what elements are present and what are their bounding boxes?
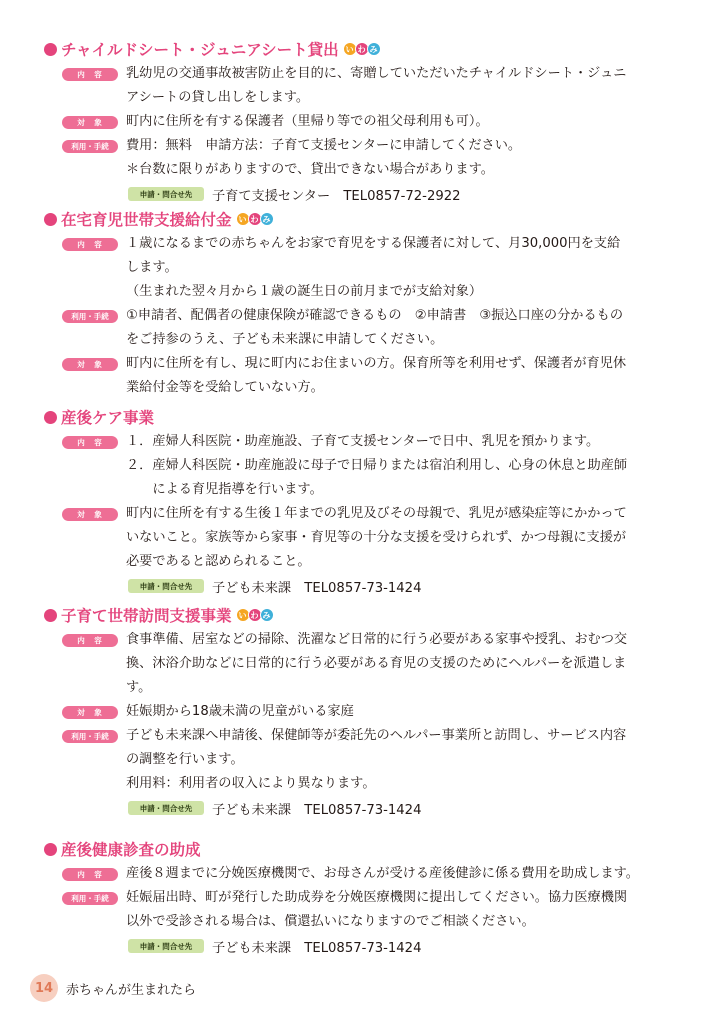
info-row-content [44, 862, 684, 886]
row-text: 妊娠届出時、町が発行した助成券を分娩医療機関に提出してください。協力医療機関 以外で受診される場合は、償還払いになりますのでご相談ください。 [126, 890, 628, 929]
section-child-seat [44, 36, 684, 206]
contact-badge: 申請・問合せ先 [128, 939, 204, 953]
label-badge: 内 容 [62, 238, 118, 251]
page-number: 14 [30, 974, 58, 1002]
bullet-dot-icon [44, 843, 57, 856]
label-badge: 対 象 [62, 116, 118, 129]
info-row-target [44, 352, 684, 400]
contact-badge: 申請・問合せ先 [128, 579, 204, 593]
bullet-dot-icon [44, 43, 57, 56]
info-row-content [44, 430, 684, 502]
section-title-text: 産後健康診査の助成 [61, 841, 201, 859]
contact-row [44, 182, 684, 206]
label-badge: 対 象 [62, 508, 118, 521]
bullet-dot-icon [44, 213, 57, 226]
section-title-text: 在宅育児世帯支援給付金 [61, 211, 232, 229]
section-home-visit-support [44, 602, 684, 820]
section-title [44, 36, 684, 62]
footer-title: 赤ちゃんが生まれたら [66, 982, 197, 998]
label-badge: 内 容 [62, 68, 118, 81]
row-text: 妊娠期から18歳未満の児童がいる家庭 [126, 704, 354, 719]
row-text: 乳幼児の交通事故被害防止を目的に、寄贈していただいたチャイルドシート・ジュニ アシートの貸し出しをします。 [126, 66, 627, 105]
label-badge: 対 象 [62, 358, 118, 371]
label-badge: 利用・手続 [62, 140, 118, 153]
row-text: 費用：無料 申請方法：子育て支援センターに申請してください。 ＊台数に限りがありますので、貸出できない場合があります。 [126, 138, 522, 177]
contact-badge: 申請・問合せ先 [128, 801, 204, 815]
bullet-dot-icon [44, 411, 57, 424]
iwami-logo-icon: い わ み [236, 608, 272, 622]
label-badge: 内 容 [62, 634, 118, 647]
row-text: 町内に住所を有する生後１年までの乳児及びその母親で、乳児が感染症等にかかって いないこと。家族等から家事・育児等の十分な支援を受けられず、かつ母親に支援が 必要であると認められること。 [126, 506, 627, 569]
info-row-content [44, 232, 684, 304]
info-row-content [44, 628, 684, 700]
section-title [44, 836, 684, 862]
label-badge: 内 容 [62, 436, 118, 449]
label-badge: 対 象 [62, 706, 118, 719]
label-badge: 内 容 [62, 868, 118, 881]
info-row-procedure [44, 886, 684, 934]
section-postpartum-checkup [44, 836, 684, 958]
section-title-text: 産後ケア事業 [61, 409, 155, 427]
section-title [44, 404, 684, 430]
contact-text: 子ども未来課 TEL0857-73-1424 [212, 940, 422, 956]
bullet-dot-icon [44, 609, 57, 622]
contact-badge: 申請・問合せ先 [128, 187, 204, 201]
info-row-procedure [44, 134, 684, 182]
info-row-target [44, 700, 684, 724]
row-text: 子ども未来課へ申請後、保健師等が委託先のヘルパー事業所と訪問し、サービス内容 の調整を行います。 利用料：利用者の収入により異なります。 [126, 728, 627, 791]
row-text: 町内に住所を有し、現に町内にお住まいの方。保育所等を利用せず、保護者が育児休 業給付金等を受給していない方。 [126, 356, 627, 395]
contact-text: 子育て支援センター TEL0857-72-2922 [212, 188, 461, 204]
row-text: 町内に住所を有する保護者（里帰り等での祖父母利用も可）。 [126, 114, 489, 129]
row-text: ①申請者、配偶者の健康保険が確認できるもの ②申請書 ③振込口座の分かるもの をご持参のうえ、子ども未来課に申請してください。 [126, 308, 624, 347]
info-row-procedure [44, 304, 684, 352]
info-row-procedure [44, 724, 684, 796]
row-text: 産後８週までに分娩医療機関で、お母さんが受ける産後健診に係る費用を助成します。 [126, 866, 639, 881]
label-badge: 利用・手続 [62, 310, 118, 323]
contact-row [44, 574, 684, 598]
section-title [44, 602, 684, 628]
section-postpartum-care [44, 404, 684, 598]
info-row-content [44, 62, 684, 110]
info-row-target [44, 502, 684, 574]
contact-row [44, 796, 684, 820]
contact-row [44, 934, 684, 958]
section-title-text: チャイルドシート・ジュニアシート貸出 [61, 41, 339, 59]
iwami-logo-icon: い わ み [343, 42, 379, 56]
page-footer [30, 974, 196, 1002]
contact-text: 子ども未来課 TEL0857-73-1424 [212, 802, 422, 818]
section-title-text: 子育て世帯訪問支援事業 [61, 607, 232, 625]
contact-text: 子ども未来課 TEL0857-73-1424 [212, 580, 422, 596]
label-badge: 利用・手続 [62, 892, 118, 905]
section-home-childcare-benefit [44, 206, 684, 400]
row-text: １歳になるまでの赤ちゃんをお家で育児をする保護者に対して、月30,000円を支給 します。 （生まれた翌々月から１歳の誕生日の前月までが支給対象） [126, 236, 621, 299]
label-badge: 利用・手続 [62, 730, 118, 743]
row-text: 食事準備、居室などの掃除、洗濯など日常的に行う必要がある家事や授乳、おむつ交 換、沐浴介助などに日常的に行う必要がある育児の支援のためにヘルパーを派遣しま す。 [126, 632, 628, 695]
iwami-logo-icon: い わ み [236, 212, 272, 226]
row-text: １．産婦人科医院・助産施設、子育て支援センターで日中、乳児を預かります。 ２．産婦人科医院・助産施設に母子で日帰りまたは宿泊利用し、心身の休息と助産師 による育児指導を行います。 [126, 434, 628, 497]
info-row-target [44, 110, 684, 134]
section-title [44, 206, 684, 232]
